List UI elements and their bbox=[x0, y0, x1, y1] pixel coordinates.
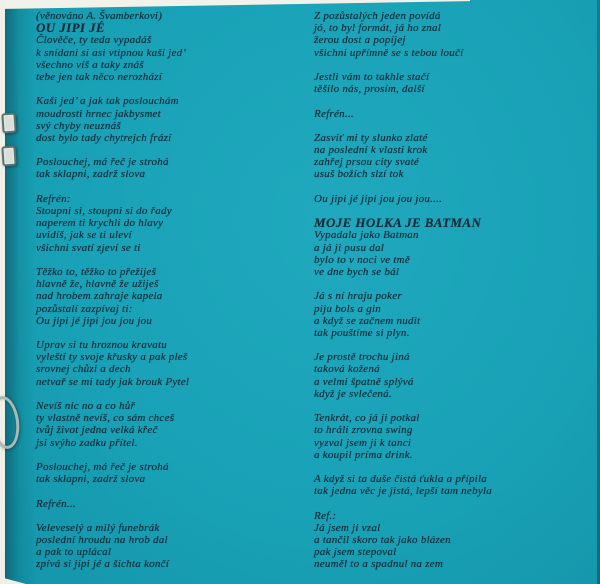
blank-line bbox=[314, 339, 594, 351]
staple-icon bbox=[1, 146, 16, 167]
spine-shadow bbox=[5, 0, 36, 584]
lyric-line: Zasviť mi ty slunko zlaté bbox=[314, 131, 428, 144]
lyric-line: všichni svatí zjeví se ti bbox=[36, 241, 141, 254]
lyric-line: to hráli zrovna swing bbox=[314, 424, 413, 437]
lyric-line: tak sklapni, zadrž slova bbox=[36, 168, 146, 181]
blank-line bbox=[314, 120, 594, 132]
lyric-line: Z pozůstalých jeden povídá bbox=[314, 10, 441, 22]
lyric-line: poslední hroudu na hrob dal bbox=[36, 534, 168, 547]
lyric-line: Poslouchej, má řeč je strohá bbox=[36, 460, 169, 473]
lyric-line: nad hrobem zahraje kapela bbox=[36, 290, 163, 303]
lyric-line: moudrosti hrnec jakbysmet bbox=[36, 107, 161, 120]
blank-line bbox=[36, 254, 298, 266]
lyric-line: tak pouštíme si plyn. bbox=[314, 326, 410, 339]
lyric-line: a velmi špatně splývá bbox=[314, 375, 414, 388]
blank-line bbox=[36, 485, 298, 497]
lyric-line: vyzval jsem ji k tanci bbox=[314, 436, 412, 449]
lyric-line: Ref.: bbox=[314, 509, 337, 522]
lyric-line: dost bylo tady chytrejch frází bbox=[36, 131, 172, 144]
lyric-line: Vypadala jako Batman bbox=[314, 229, 419, 242]
lyric-line: Těžko to, těžko to přežiješ bbox=[36, 265, 157, 278]
lyric-line: Uprav si tu hroznou kravatu bbox=[36, 339, 168, 352]
lyric-line: těšilo nás, prosím, další bbox=[314, 83, 425, 96]
lyric-line: jsi svýho zadku přítel. bbox=[36, 436, 138, 449]
lyric-line: zpívá si jipi jé a šichta končí bbox=[36, 558, 170, 571]
lyric-line: a koupil príma drink. bbox=[314, 448, 413, 461]
blank-line bbox=[36, 510, 298, 522]
lyric-line: Člověče, ty teda vypadáš bbox=[36, 34, 152, 47]
blank-line bbox=[314, 278, 594, 290]
lyric-line: všechno víš a taky znáš bbox=[36, 58, 144, 71]
song-title: MOJE HOLKA JE BATMAN bbox=[314, 215, 482, 231]
lyric-line: uvidíš, jak se ti uleví bbox=[36, 229, 132, 242]
blank-line bbox=[314, 59, 594, 71]
lyric-line: Já jsem ji vzal bbox=[314, 521, 381, 534]
blank-line bbox=[314, 400, 594, 412]
lyric-line: když je svlečená. bbox=[314, 387, 392, 400]
blank-line bbox=[314, 95, 594, 107]
lyric-line: Kaši jed’ a jak tak poslouchám bbox=[36, 95, 179, 108]
blank-line bbox=[314, 498, 594, 510]
blank-line bbox=[314, 181, 594, 193]
lyric-line: Jestli vám to takhle stačí bbox=[314, 70, 430, 83]
lyric-line: Stoupni si, stoupni si do řady bbox=[36, 205, 172, 217]
lyric-line: neuměl to a spadnul na zem bbox=[314, 558, 444, 571]
lyric-line: Je prostě trochu jiná bbox=[314, 351, 410, 364]
lyric-line: Refrén... bbox=[314, 107, 354, 120]
paper-edge-top bbox=[0, 0, 470, 9]
lyric-line: tvůj život jedna velká křeč bbox=[36, 424, 158, 437]
lyric-line: a tančil skoro tak jako blázen bbox=[314, 534, 451, 547]
lyric-line: Ou jipi jé jipi jou jou jou.... bbox=[314, 192, 443, 205]
blank-line bbox=[36, 449, 298, 461]
blank-line bbox=[36, 181, 298, 193]
lyric-line: pak jsem stepoval bbox=[314, 546, 397, 559]
lyric-line: Refrén... bbox=[36, 497, 76, 510]
lyric-line: srovnej chůzi a dech bbox=[36, 363, 131, 376]
lyric-line: taková kožená bbox=[314, 363, 380, 376]
lyric-line: A když si ta duše čistá ťukla a přípila bbox=[314, 473, 488, 486]
lyric-line: piju bols a gin bbox=[314, 302, 382, 315]
lyric-line: a pak to uplácal bbox=[36, 546, 112, 559]
lyric-line: všichni upřímně se s tebou loučí bbox=[314, 46, 464, 59]
lyric-line: Veleveselý a milý funebrák bbox=[36, 521, 160, 534]
lyrics-column-left bbox=[36, 10, 298, 571]
lyric-line: svý chyby neuznáš bbox=[36, 119, 121, 132]
lyric-line: tebe jen tak něco nerozhází bbox=[36, 70, 163, 83]
staple-icon bbox=[1, 113, 16, 134]
lyric-line: Nevíš nic no a co hůř bbox=[36, 400, 136, 412]
lyrics-column-right bbox=[314, 10, 594, 571]
blank-line bbox=[36, 388, 298, 400]
paper-edge-left bbox=[0, 0, 5, 584]
lyric-line: ve dne bych se bál bbox=[314, 265, 400, 278]
lyric-line: naperem ti krychli do hlavy bbox=[36, 217, 164, 230]
lyric-line: zahřej prsou city svaté bbox=[314, 156, 420, 169]
lyric-line: žerou dost a popíjej bbox=[314, 34, 406, 47]
lyric-line: pozůstalí zazpívaj ti: bbox=[36, 302, 133, 315]
blank-line bbox=[36, 327, 298, 339]
lyric-line: ty vlastně nevíš, co sám chceš bbox=[36, 412, 175, 425]
lyric-line: k snídani si asi vtipnou kaši jed’ bbox=[36, 46, 187, 59]
blank-line bbox=[314, 461, 594, 473]
blank-line bbox=[36, 83, 298, 95]
lyric-line: netvař se mi tady jak brouk Pytel bbox=[36, 375, 190, 388]
lyric-line: bylo to v noci ve tmě bbox=[314, 253, 410, 266]
lyric-line: vyleští ty svoje křusky a pak pleš bbox=[36, 351, 188, 364]
lyric-line: jó, to byl formát, já ho znal bbox=[314, 22, 442, 35]
song-title: OU JIPI JÉ bbox=[36, 20, 106, 36]
lyric-line: tak jedna věc je jistá, lepší tam nebyla bbox=[314, 485, 493, 498]
blank-line bbox=[36, 144, 298, 156]
lyric-line: tak sklapni, zadrž slova bbox=[36, 473, 146, 486]
dedication-line: (věnováno A. Švamberkovi) bbox=[36, 10, 163, 22]
lyric-line: hlavně že, hlavně že užiješ bbox=[36, 278, 159, 291]
lyric-line: Poslouchej, má řeč je strohá bbox=[36, 156, 169, 169]
lyric-line: Refrén: bbox=[36, 192, 71, 205]
lyric-line: na poslední k vlasti krok bbox=[314, 144, 428, 157]
lyric-line: usuš božích slzí tok bbox=[314, 168, 404, 181]
lyric-line: a já ji pusu dal bbox=[314, 241, 385, 254]
lyric-line: a když se začnem nudit bbox=[314, 314, 421, 327]
lyric-line: Tenkrát, co já ji potkal bbox=[314, 412, 420, 425]
lyric-line: Já s ní hraju poker bbox=[314, 290, 402, 303]
lyric-line: Ou jipi jé jipi jou jou jou bbox=[36, 314, 153, 327]
